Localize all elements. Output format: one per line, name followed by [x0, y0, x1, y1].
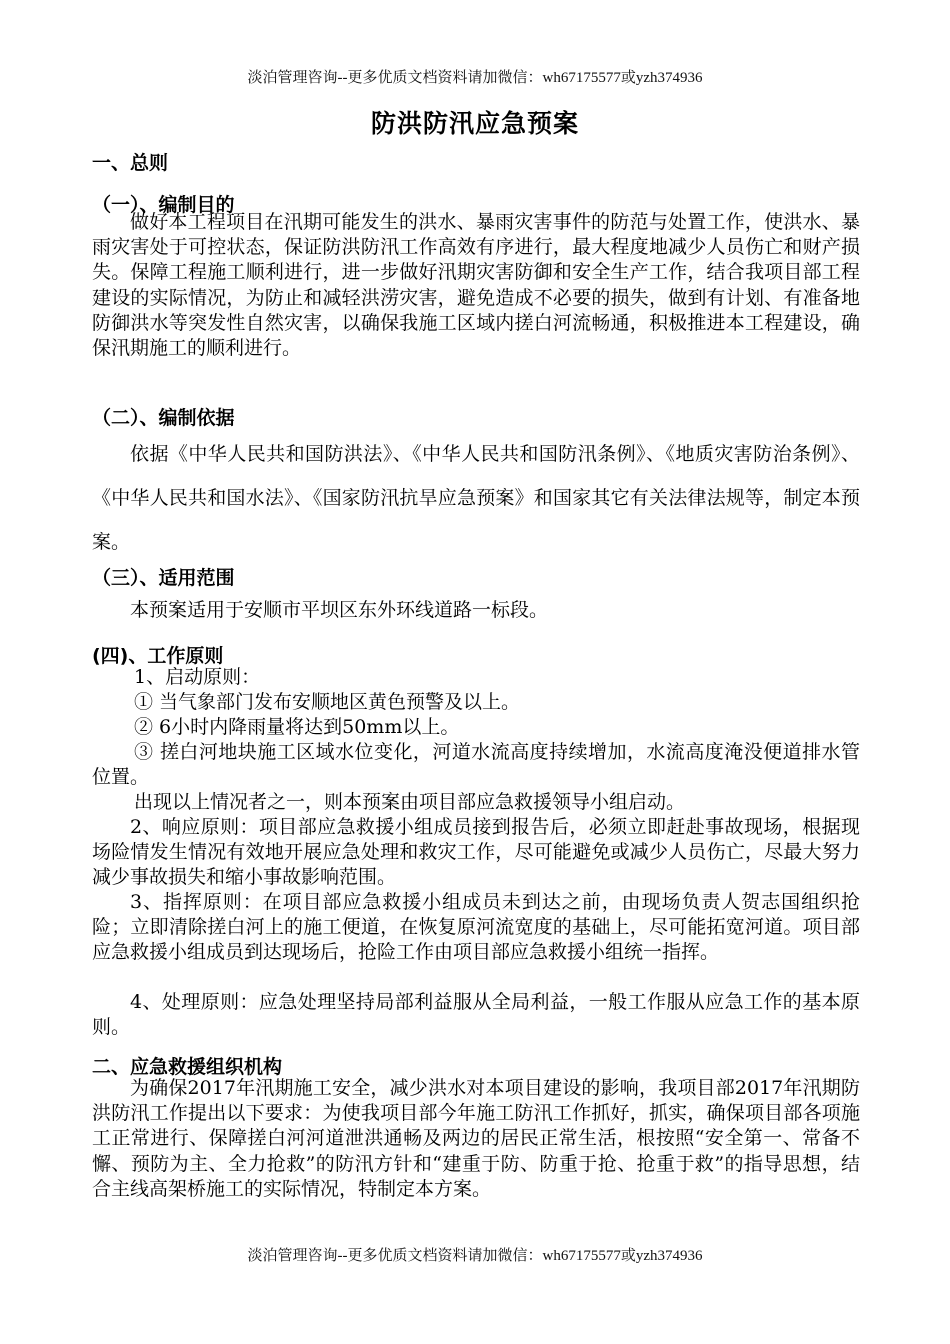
start-condition-3: ③ 搓白河地块施工区域水位变化，河道水流高度持续增加，水流高度淹没便道排水管位置。 [92, 741, 860, 789]
paragraph-command-principle: 3、指挥原则：在项目部应急救援小组成员未到达之前，由现场负责人贺志国组织抢险；立即清除搓白河上的施工便道，在恢复原河流宽度的基础上，尽可能拓宽河道。项目部应急救援小组成员到达现场后，抢险工作由项目部应急救援小组统一指挥。 [92, 891, 860, 964]
start-principle-label: 1、启动原则： [134, 666, 261, 688]
start-trigger-note: 出现以上情况者之一，则本预案由项目部应急救援领导小组启动。 [134, 791, 686, 813]
paragraph-purpose: 做好本工程项目在汛期可能发生的洪水、暴雨灾害事件的防范与处置工作，使洪水、暴雨灾害处于可控状态，保证防洪防汛工作高效有序进行，最大程度地减少人员伤亡和财产损失。保障工程施工顺利进行，进一步做好汛期灾害防御和安全生产工作，结合我项目部工程建设的实际情况，为防止和减轻洪涝灾害，避免造成不必要的损失，做到有计划、有准备地防御洪水等突发性自然灾害，以确保我施工区域内搓白河流畅通，积极推进本工程建设，确保汛期施工的顺利进行。 [92, 211, 860, 360]
page-title: 防洪防汛应急预案 [370, 109, 579, 138]
subheading-purpose: （一）、编制目的 [92, 194, 235, 216]
subheading-principles: (四)、工作原则 [92, 645, 224, 667]
section-heading-organization: 二、应急救援组织机构 [92, 1056, 283, 1078]
section-heading-general: 一、总则 [92, 152, 169, 174]
start-condition-1: ① 当气象部门发布安顺地区黄色预警及以上。 [134, 691, 521, 713]
page-footer: 淡泊管理咨询--更多优质文档资料请加微信：wh67175577或yzh374936 [247, 1248, 703, 1264]
paragraph-scope: 本预案适用于安顺市平坝区东外环线道路一标段。 [130, 599, 549, 621]
subheading-scope: （三）、适用范围 [92, 567, 235, 589]
paragraph-handling-principle: 4、处理原则：应急处理坚持局部利益服从全局利益，一般工作服从应急工作的基本原则。 [92, 991, 860, 1039]
paragraph-basis: 依据《中华人民共和国防洪法》、《中华人民共和国防汛条例》、《地质灾害防治条例》、《中华人民共和国水法》、《国家防汛抗旱应急预案》和国家其它有关法律法规等，制定本预案。 [92, 443, 860, 553]
start-condition-2: ② 6小时内降雨量将达到50mm以上。 [134, 716, 460, 738]
page-header: 淡泊管理咨询--更多优质文档资料请加微信：wh67175577或yzh374936 [247, 70, 703, 86]
subheading-basis: （二）、编制依据 [92, 407, 235, 429]
paragraph-response-principle: 2、响应原则：项目部应急救援小组成员接到报告后，必须立即赶赴事故现场，根据现场险情发生情况有效地开展应急处理和救灾工作，尽可能避免或减少人员伤亡，尽最大努力减少事故损失和缩小事故影响范围。 [92, 816, 860, 889]
paragraph-organization: 为确保2017年汛期施工安全，减少洪水对本项目建设的影响，我项目部2017年汛期防洪防汛工作提出以下要求：为使我项目部今年施工防汛工作抓好，抓实，确保项目部各项施工正常进行、保障搓白河河道泄洪通畅及两边的居民正常生活，根按照“安全第一、常备不懈、预防为主、全力抢救”的防汛方针和“建重于防、防重于抢、抢重于救”的指导思想，结合主线高架桥施工的实际情况，特制定本方案。 [92, 1077, 860, 1200]
